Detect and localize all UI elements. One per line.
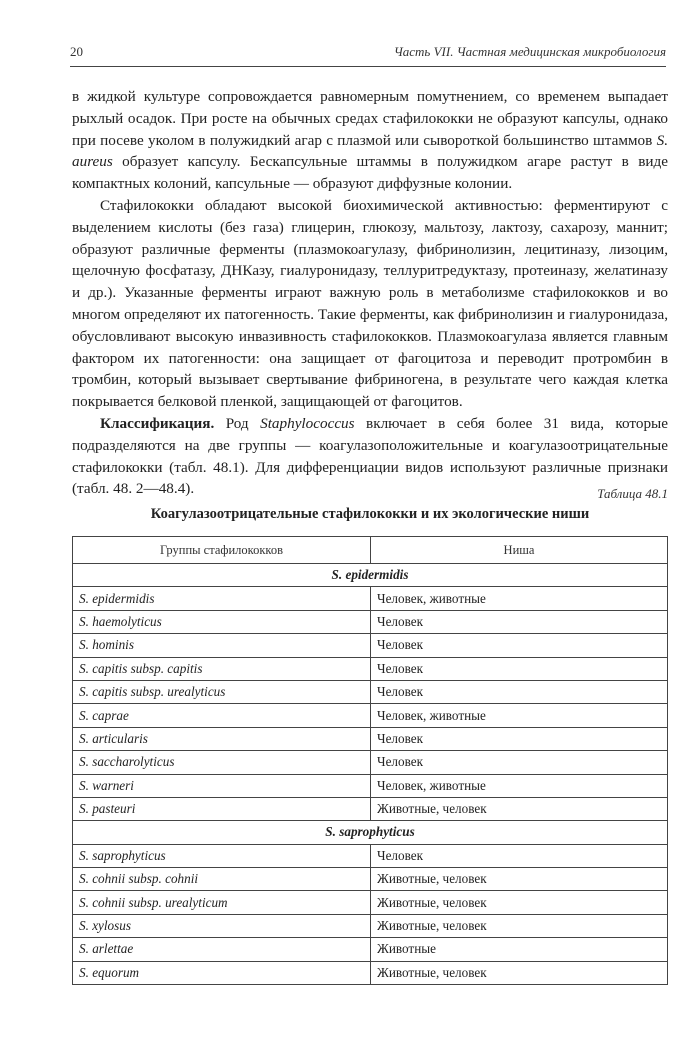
niche-cell: Человек [371,727,668,750]
species-cell: S. hominis [73,634,371,657]
species-cell: S. articularis [73,727,371,750]
niche-cell: Человек, животные [371,587,668,610]
paragraph-2: Стафилококки обладают высокой биохимической активностью: ферментируют с выделением кислоты (без газа) глицерин, глюкозу, мальтозу, лактозу, сахарозу, маннит; образуют различные ферменты (плазмокоагулазу, фибринолизин, лецитиназу, лизоцим, щелочную фосфатазу, ДНКазу, гиалуронидазу, теллуритредуктазу, протеиназу, желатиназу и др.). Указанные ферменты играют важную роль в метаболизме стафилококков и во многом определяют их патогенность. Такие ферменты, как фибринолизин и гиалуронидаза, обусловливают высокую инвазивность стафилококков. Плазмокоагулаза является главным фактором их патогенности: она защищает от фагоцитоза и переводит протромбин в тромбин, который вызывает свертывание фибриногена, в результате чего каждая клетка покрывается белковой пленкой, защищающей от фагоцитов. [72,196,668,411]
table-row [73,657,668,680]
table-row [73,680,668,703]
genus-name: Staphylococcus [260,414,355,432]
niche-cell: Животные, человек [371,914,668,937]
species-cell: S. cohnii subsp. urealyticum [73,891,371,914]
species-cell: S. cohnii subsp. cohnii [73,868,371,891]
table-row [73,961,668,984]
paragraph-1-text-end: образует капсулу. Бескапсульные штаммы в полужидком агаре растут в виде компактных колоний, капсульные — образуют диффузные колонии. [72,153,668,193]
table-body [73,564,668,985]
paragraph-3-text: Род [214,414,261,432]
group-name: S. epidermidis [73,564,668,587]
niche-cell: Животные, человек [371,961,668,984]
running-header [70,40,666,67]
table-row [73,704,668,727]
table-header-row [73,537,668,564]
column-header: Ниша [371,537,668,564]
species-cell: S. capitis subsp. urealyticus [73,680,371,703]
column-header: Группы стафилококков [73,537,371,564]
species-cell: S. saccharolyticus [73,751,371,774]
table-row [73,751,668,774]
running-title: Часть VII. Частная медицинская микробиология [393,44,666,59]
table-row [73,774,668,797]
table-row [73,797,668,820]
paragraph-1 [72,86,668,195]
table-title: Коагулазоотрицательные стафилококки и их экологические ниши [150,506,590,522]
paragraph-3 [72,413,668,500]
page-number: 20 [70,44,83,59]
niche-cell: Животные, человек [371,797,668,820]
species-cell: S. saprophyticus [73,844,371,867]
species-cell: S. warneri [73,774,371,797]
niche-cell: Животные, человек [371,891,668,914]
table-group-row [73,821,668,844]
species-cell: S. xylosus [73,914,371,937]
table-row [73,938,668,961]
body-text [72,86,668,500]
niche-cell: Животные, человек [371,868,668,891]
paragraph-3-text-end: включает в себя более 31 вида, которые подразделяются на две группы — коагулазоположительные и коагулазоотрицательные стафилококки (табл. 48.1). Для дифференциации видов используют различные признаки (табл. 48. 2—48.4). [72,414,669,498]
niche-cell: Человек [371,634,668,657]
staphylococci-table [72,536,668,985]
niche-cell: Человек [371,844,668,867]
table-row [73,914,668,937]
species-cell: S. caprae [73,704,371,727]
niche-cell: Человек [371,751,668,774]
species-name: S. aureus [72,131,668,171]
species-cell: S. haemolyticus [73,610,371,633]
table-row [73,610,668,633]
species-cell: S. capitis subsp. capitis [73,657,371,680]
table-row [73,891,668,914]
group-name: S. saprophyticus [73,821,668,844]
table-caption: Таблица 48.1 [597,486,668,501]
table-group-row [73,564,668,587]
niche-cell: Человек [371,610,668,633]
species-cell: S. pasteuri [73,797,371,820]
table-row [73,727,668,750]
species-cell: S. arlettae [73,938,371,961]
table-row [73,868,668,891]
niche-cell: Человек [371,680,668,703]
species-cell: S. epidermidis [73,587,371,610]
niche-cell: Человек, животные [371,774,668,797]
niche-cell: Животные [371,938,668,961]
paragraph-1-text: в жидкой культуре сопровождается равномерным помутнением, со временем выпадает рыхлый осадок. При росте на обычных средах стафилококки не образуют капсулы, однако при посеве уколом в полужидкий агар с плазмой или сывороткой большинство штаммов [72,88,668,149]
niche-cell: Человек, животные [371,704,668,727]
species-cell: S. equorum [73,961,371,984]
section-heading: Классификация. [100,414,215,432]
table-row [73,634,668,657]
table-row [73,844,668,867]
niche-cell: Человек [371,657,668,680]
table-row [73,587,668,610]
